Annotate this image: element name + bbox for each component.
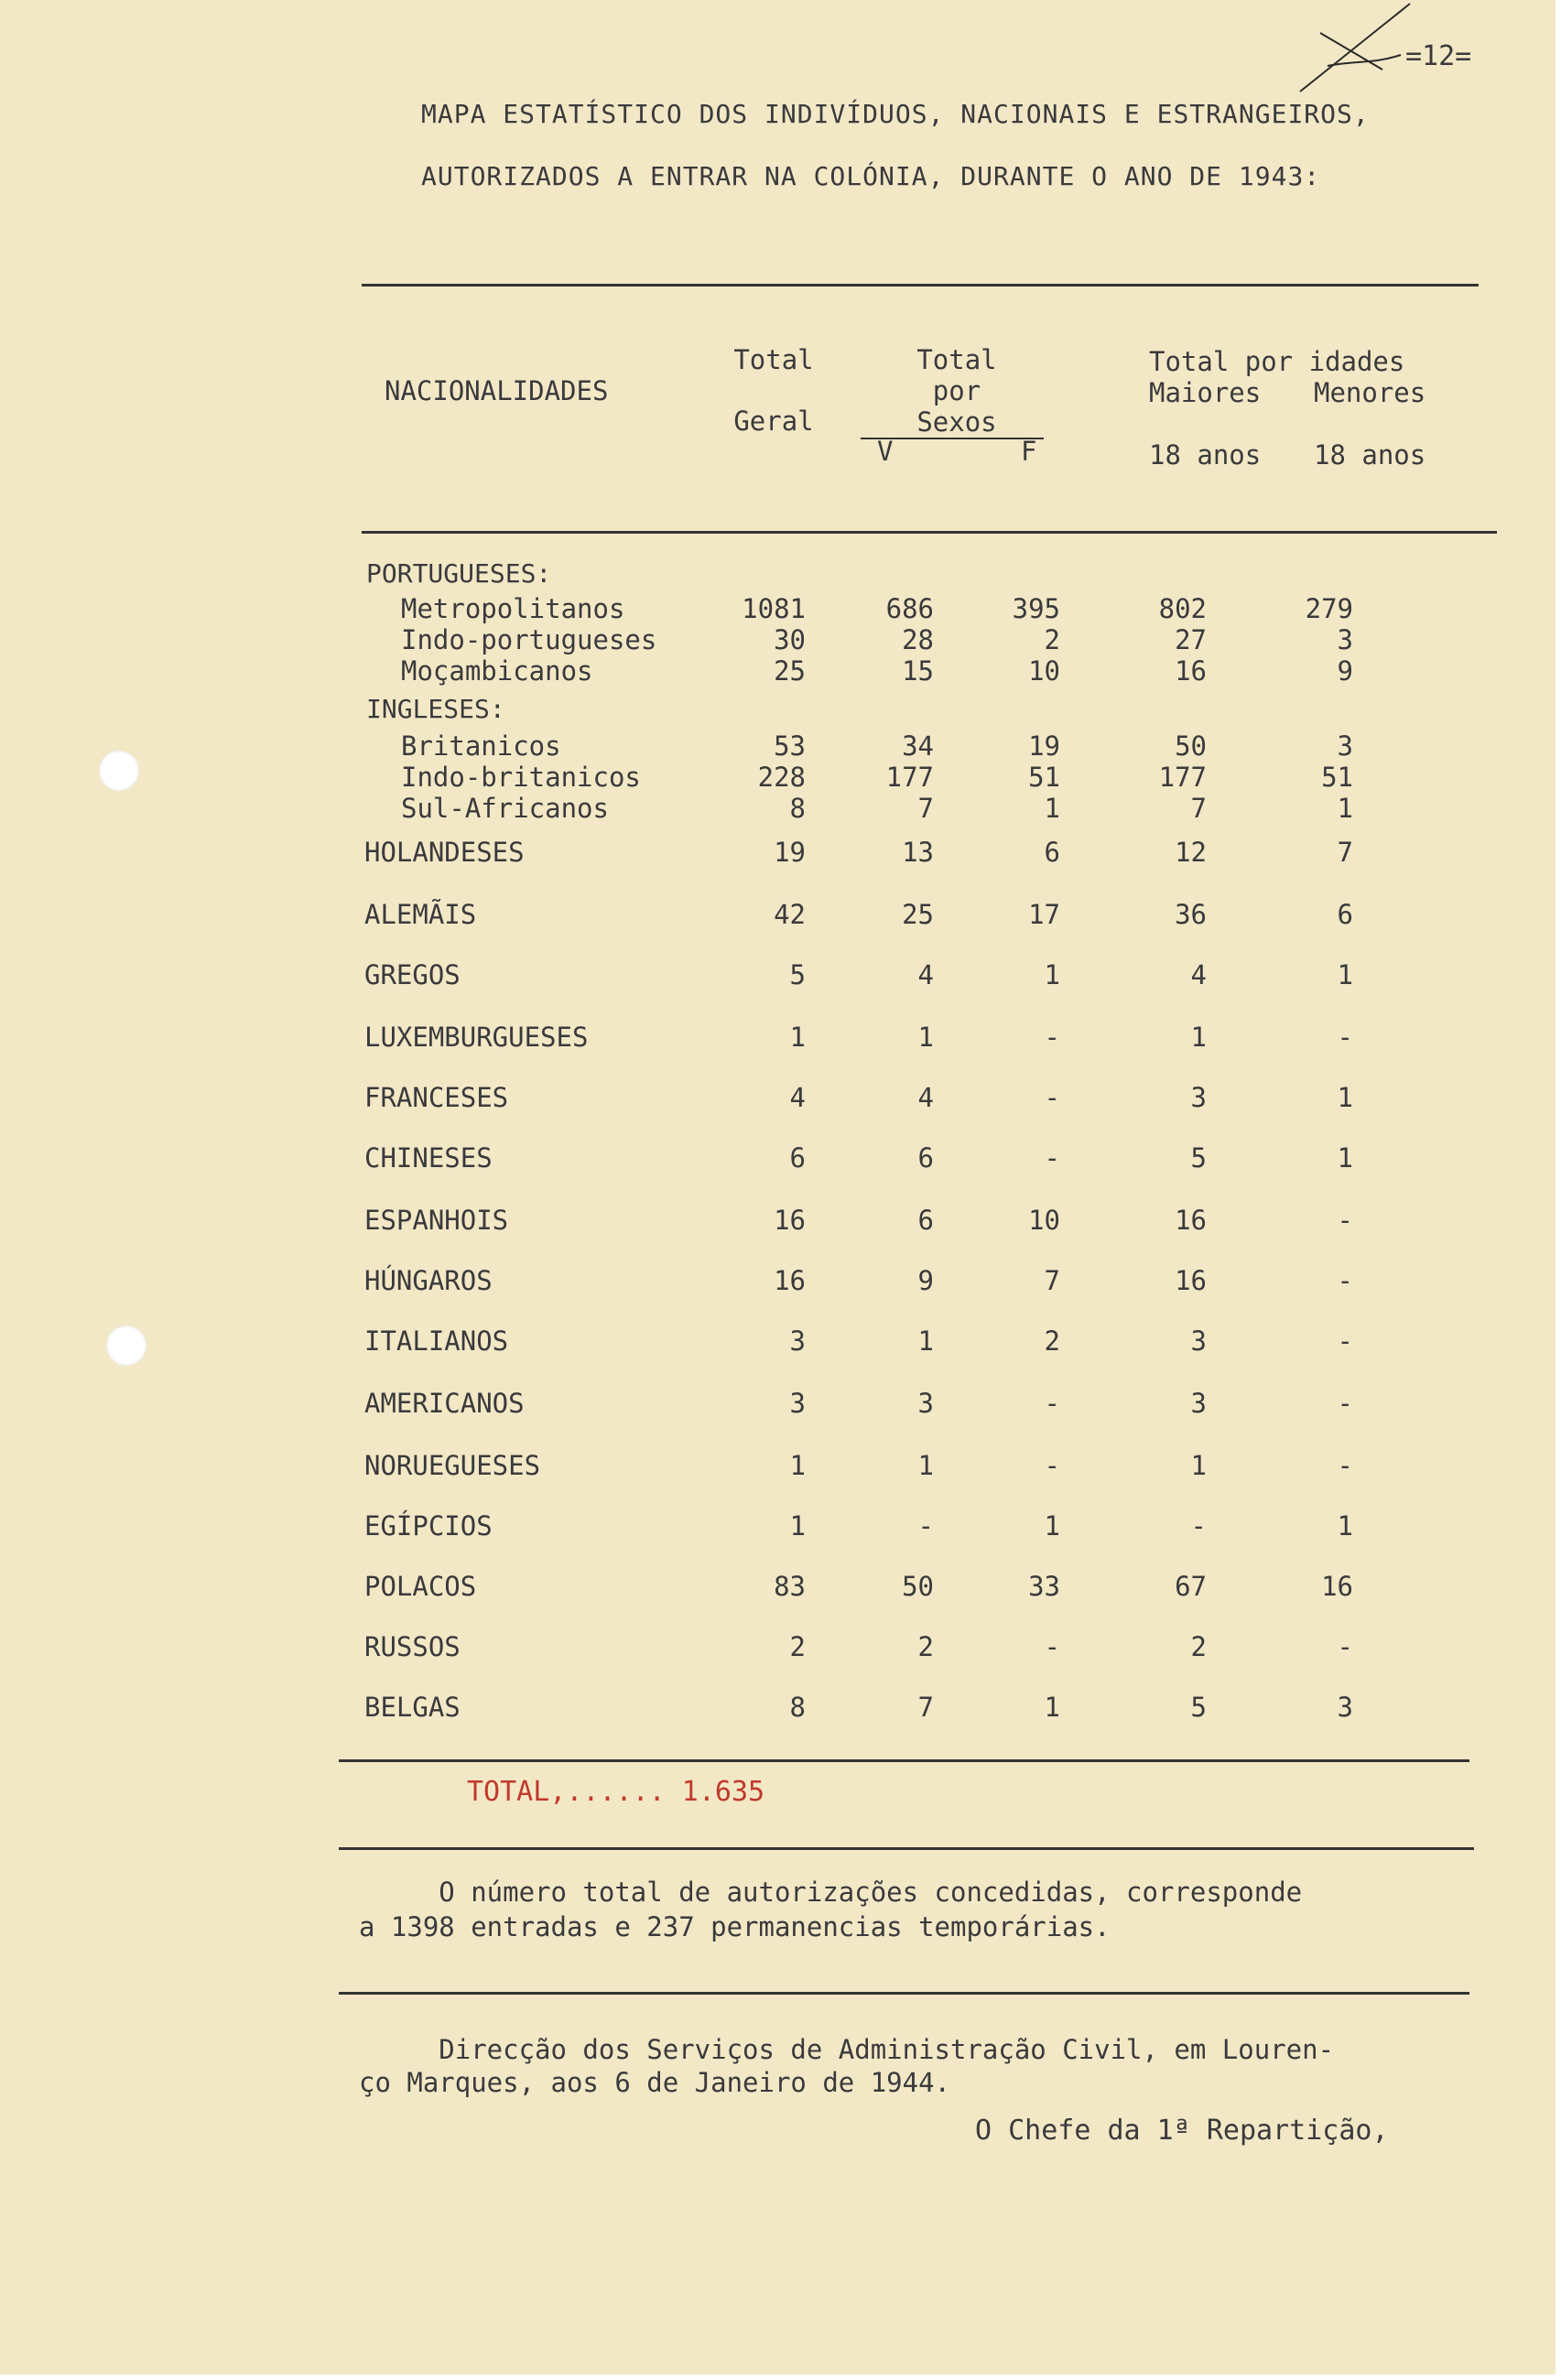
cell-v: 4 bbox=[917, 959, 934, 990]
page-number: =12= bbox=[1405, 40, 1472, 72]
row-label: EGÍPCIOS bbox=[364, 1510, 493, 1542]
punch-hole bbox=[99, 751, 139, 791]
closing-line-1: Direcção dos Serviços de Administração Civil, em Louren- bbox=[359, 2034, 1335, 2065]
cell-v: 686 bbox=[885, 593, 934, 624]
cell-geral: 5 bbox=[789, 959, 806, 990]
row-label: ALEMÃIS bbox=[364, 899, 477, 930]
cell-f: 10 bbox=[1028, 655, 1060, 687]
cell-menores: - bbox=[1337, 1265, 1353, 1296]
cell-f: 2 bbox=[1044, 1325, 1060, 1357]
note-line-2: a 1398 entradas e 237 permanencias temporárias. bbox=[359, 1911, 1111, 1942]
cell-maiores: 27 bbox=[1175, 624, 1207, 655]
cell-maiores: 16 bbox=[1175, 1205, 1207, 1236]
cell-f: - bbox=[1044, 1450, 1060, 1481]
cell-maiores: 67 bbox=[1175, 1571, 1207, 1602]
cell-maiores: 2 bbox=[1190, 1631, 1207, 1662]
rule-total-bottom bbox=[339, 1847, 1474, 1850]
row-label: HOLANDESES bbox=[364, 837, 525, 868]
page-edge-bottom bbox=[0, 2375, 1561, 2380]
cell-v: 7 bbox=[917, 1692, 934, 1723]
header-geral: Geral bbox=[733, 406, 814, 437]
cell-geral: 1 bbox=[789, 1510, 806, 1542]
cell-menores: 3 bbox=[1337, 730, 1353, 762]
cell-menores: - bbox=[1337, 1022, 1353, 1053]
cell-menores: 1 bbox=[1337, 1142, 1353, 1174]
cell-f: 395 bbox=[1012, 593, 1060, 624]
cell-f: 51 bbox=[1028, 762, 1060, 793]
cell-v: 13 bbox=[902, 837, 934, 868]
cell-geral: 8 bbox=[789, 793, 806, 824]
header-v: V bbox=[877, 436, 894, 467]
header-sexos: Sexos bbox=[916, 406, 997, 438]
cell-f: - bbox=[1044, 1022, 1060, 1053]
cell-maiores: 36 bbox=[1175, 899, 1207, 930]
cell-geral: 1 bbox=[789, 1022, 806, 1053]
cell-v: 1 bbox=[917, 1022, 934, 1053]
cell-menores: 1 bbox=[1337, 1510, 1353, 1542]
cell-geral: 42 bbox=[774, 899, 806, 930]
signature-line: O Chefe da 1ª Repartição, bbox=[975, 2115, 1389, 2147]
cell-menores: 3 bbox=[1337, 624, 1353, 655]
header-nacionalidades: NACIONALIDADES bbox=[385, 375, 609, 406]
cell-v: 177 bbox=[885, 762, 934, 793]
note-line-1: O número total de autorizações concedidas, corresponde bbox=[359, 1877, 1303, 1908]
row-label: RUSSOS bbox=[364, 1631, 461, 1662]
cell-geral: 3 bbox=[789, 1388, 806, 1419]
row-label: Indo-portugueses bbox=[401, 624, 657, 655]
cell-geral: 30 bbox=[774, 624, 806, 655]
cell-maiores: 12 bbox=[1175, 837, 1207, 868]
header-18-anos-menores: 18 anos bbox=[1314, 439, 1426, 471]
cell-menores: 1 bbox=[1337, 959, 1353, 990]
row-label: HÚNGAROS bbox=[364, 1265, 493, 1296]
cell-maiores: 1 bbox=[1190, 1450, 1207, 1481]
cell-maiores: 5 bbox=[1190, 1142, 1207, 1174]
cell-f: - bbox=[1044, 1142, 1060, 1174]
cell-geral: 83 bbox=[774, 1571, 806, 1602]
cell-geral: 3 bbox=[789, 1325, 806, 1357]
cell-v: 2 bbox=[917, 1631, 934, 1662]
cell-menores: - bbox=[1337, 1388, 1353, 1419]
cell-maiores: 1 bbox=[1190, 1022, 1207, 1053]
row-label: BELGAS bbox=[364, 1692, 461, 1723]
title-line-1: MAPA ESTATÍSTICO DOS INDIVÍDUOS, NACIONAIS E ESTRANGEIROS, bbox=[421, 99, 1370, 129]
cell-menores: 6 bbox=[1337, 899, 1353, 930]
group-label-ingleses: INGLESES: bbox=[366, 694, 505, 724]
cell-f: 1 bbox=[1044, 959, 1060, 990]
cell-f: - bbox=[1044, 1631, 1060, 1662]
cell-v: - bbox=[917, 1510, 934, 1542]
cell-geral: 19 bbox=[774, 837, 806, 868]
cell-menores: 1 bbox=[1337, 793, 1353, 824]
header-total-geral: Total bbox=[733, 344, 814, 375]
cell-maiores: 16 bbox=[1175, 655, 1207, 687]
cell-maiores: 177 bbox=[1158, 762, 1207, 793]
header-total-por-idades: Total por idades bbox=[1149, 346, 1405, 377]
cell-menores: - bbox=[1337, 1631, 1353, 1662]
cell-v: 7 bbox=[917, 793, 934, 824]
row-label: GREGOS bbox=[364, 959, 461, 990]
cell-v: 6 bbox=[917, 1205, 934, 1236]
closing-line-2: ço Marques, aos 6 de Janeiro de 1944. bbox=[359, 2067, 951, 2098]
cell-f: 19 bbox=[1028, 730, 1060, 762]
cell-geral: 2 bbox=[789, 1631, 806, 1662]
cell-geral: 25 bbox=[774, 655, 806, 687]
cell-maiores: 3 bbox=[1190, 1325, 1207, 1357]
row-label: AMERICANOS bbox=[364, 1388, 525, 1419]
rule-top bbox=[362, 284, 1479, 287]
row-label: FRANCESES bbox=[364, 1082, 509, 1113]
cell-maiores: 16 bbox=[1175, 1265, 1207, 1296]
title-line-2: AUTORIZADOS A ENTRAR NA COLÓNIA, DURANTE O ANO DE 1943: bbox=[421, 161, 1321, 191]
cell-geral: 53 bbox=[774, 730, 806, 762]
cell-v: 9 bbox=[917, 1265, 934, 1296]
row-label: Britanicos bbox=[401, 730, 561, 762]
header-menores: Menores bbox=[1314, 377, 1426, 408]
cell-menores: 1 bbox=[1337, 1082, 1353, 1113]
cell-menores: 51 bbox=[1321, 762, 1353, 793]
page-edge bbox=[1556, 0, 1561, 2380]
cell-v: 28 bbox=[902, 624, 934, 655]
cell-maiores: 7 bbox=[1190, 793, 1207, 824]
cell-menores: 7 bbox=[1337, 837, 1353, 868]
cell-menores: 279 bbox=[1305, 593, 1353, 624]
cell-v: 34 bbox=[902, 730, 934, 762]
cell-f: 1 bbox=[1044, 1692, 1060, 1723]
cell-f: 33 bbox=[1028, 1571, 1060, 1602]
header-total-por-sexos: Total bbox=[916, 344, 997, 375]
cell-v: 1 bbox=[917, 1450, 934, 1481]
cell-maiores: 50 bbox=[1175, 730, 1207, 762]
cell-v: 3 bbox=[917, 1388, 934, 1419]
row-label: NORUEGUESES bbox=[364, 1450, 541, 1481]
cell-f: 1 bbox=[1044, 1510, 1060, 1542]
cell-maiores: 5 bbox=[1190, 1692, 1207, 1723]
cell-geral: 228 bbox=[757, 762, 806, 793]
row-label: POLACOS bbox=[364, 1571, 477, 1602]
rule-table-bottom bbox=[339, 1759, 1469, 1762]
cell-f: 10 bbox=[1028, 1205, 1060, 1236]
cell-menores: - bbox=[1337, 1205, 1353, 1236]
cell-v: 6 bbox=[917, 1142, 934, 1174]
punch-hole bbox=[106, 1325, 146, 1366]
cell-menores: - bbox=[1337, 1325, 1353, 1357]
rule-note-bottom bbox=[339, 1992, 1469, 1995]
header-maiores: Maiores bbox=[1149, 377, 1262, 408]
row-label: Metropolitanos bbox=[401, 593, 625, 624]
cell-maiores: 802 bbox=[1158, 593, 1207, 624]
cell-menores: 9 bbox=[1337, 655, 1353, 687]
cell-menores: 3 bbox=[1337, 1692, 1353, 1723]
grand-total: TOTAL,...... 1.635 bbox=[467, 1776, 765, 1808]
cell-geral: 16 bbox=[774, 1265, 806, 1296]
cell-geral: 4 bbox=[789, 1082, 806, 1113]
group-label-portugueses: PORTUGUESES: bbox=[366, 558, 552, 589]
cell-v: 50 bbox=[902, 1571, 934, 1602]
row-label: ITALIANOS bbox=[364, 1325, 509, 1357]
cell-menores: - bbox=[1337, 1450, 1353, 1481]
cell-f: 17 bbox=[1028, 899, 1060, 930]
row-label: Moçambicanos bbox=[401, 655, 593, 687]
handwritten-strike-mark bbox=[1273, 0, 1419, 101]
cell-f: 6 bbox=[1044, 837, 1060, 868]
row-label: Indo-britanicos bbox=[401, 762, 641, 793]
cell-geral: 8 bbox=[789, 1692, 806, 1723]
cell-v: 4 bbox=[917, 1082, 934, 1113]
header-por: por bbox=[932, 375, 981, 406]
cell-geral: 1081 bbox=[742, 593, 806, 624]
header-f: F bbox=[1021, 436, 1037, 467]
cell-f: 7 bbox=[1044, 1265, 1060, 1296]
cell-maiores: 3 bbox=[1190, 1082, 1207, 1113]
cell-v: 15 bbox=[902, 655, 934, 687]
cell-f: 1 bbox=[1044, 793, 1060, 824]
cell-v: 1 bbox=[917, 1325, 934, 1357]
cell-geral: 1 bbox=[789, 1450, 806, 1481]
cell-menores: 16 bbox=[1321, 1571, 1353, 1602]
rule-header-bottom bbox=[362, 531, 1497, 534]
cell-maiores: 4 bbox=[1190, 959, 1207, 990]
cell-f: - bbox=[1044, 1082, 1060, 1113]
cell-f: - bbox=[1044, 1388, 1060, 1419]
row-label: Sul-Africanos bbox=[401, 793, 609, 824]
cell-maiores: 3 bbox=[1190, 1388, 1207, 1419]
cell-v: 25 bbox=[902, 899, 934, 930]
row-label: CHINESES bbox=[364, 1142, 493, 1174]
cell-f: 2 bbox=[1044, 624, 1060, 655]
row-label: LUXEMBURGUESES bbox=[364, 1022, 589, 1053]
cell-geral: 6 bbox=[789, 1142, 806, 1174]
row-label: ESPANHOIS bbox=[364, 1205, 509, 1236]
header-18-anos-maiores: 18 anos bbox=[1149, 439, 1262, 471]
cell-maiores: - bbox=[1190, 1510, 1207, 1542]
cell-geral: 16 bbox=[774, 1205, 806, 1236]
